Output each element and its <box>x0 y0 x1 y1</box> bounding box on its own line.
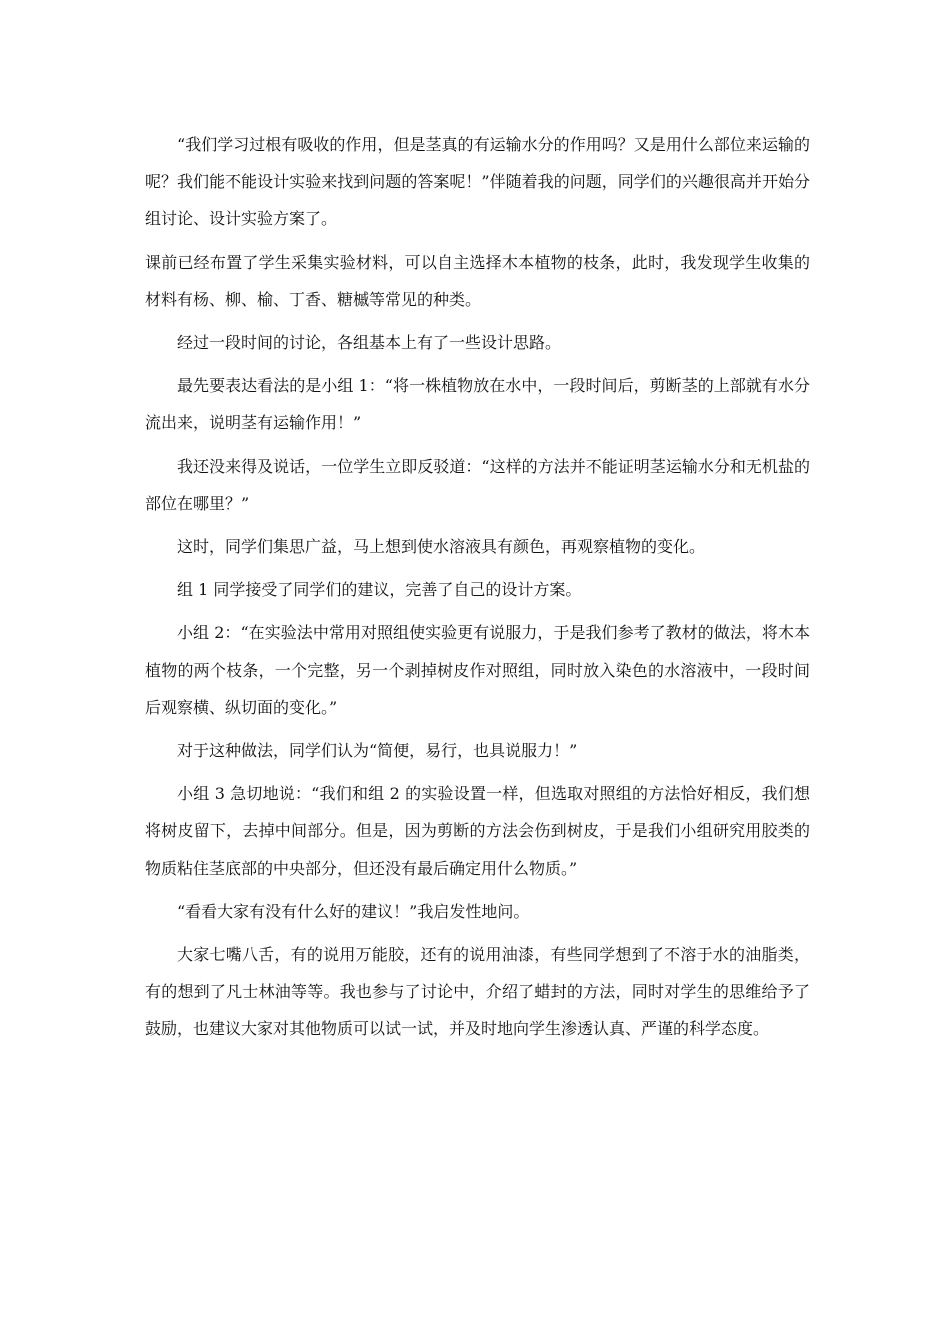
paragraph-12: 大家七嘴八舌，有的说用万能胶，还有的说用油漆，有些同学想到了不溶于水的油脂类，有的想到了凡士林油等等。我也参与了讨论中，介绍了蜡封的方法，同时对学生的思维给予了鼓励，也建议大家对其他物质可以试一试，并及时地向学生渗透认真、严谨的科学态度。 <box>145 945 810 1039</box>
paragraph-5: 我还没来得及说话，一位学生立即反驳道：“这样的方法并不能证明茎运输水分和无机盐的部位在哪里？” <box>145 456 810 513</box>
paragraph-7: 组 1 同学接受了同学们的建议，完善了自己的设计方案。 <box>177 580 582 600</box>
paragraph-9: 对于这种做法，同学们认为“简便，易行，也具说服力！” <box>177 741 578 761</box>
paragraph-6: 这时，同学们集思广益，马上想到使水溶液具有颜色，再观察植物的变化。 <box>177 537 706 557</box>
paragraph-2: 课前已经布置了学生采集实验材料，可以自主选择木本植物的枝条，此时，我发现学生收集的材料有杨、柳、榆、丁香、糖槭等常见的种类。 <box>145 252 810 309</box>
paragraph-4: 最先要表达看法的是小组 1：“将一株植物放在水中，一段时间后，剪断茎的上部就有水分流出来，说明茎有运输作用！” <box>145 376 810 433</box>
paragraph-10: 小组 3 急切地说：“我们和组 2 的实验设置一样，但选取对照组的方法恰好相反，我们想将树皮留下，去掉中间部分。但是，因为剪断的方法会伤到树皮，于是我们小组研究用胶类的物质粘住茎底部的中央部分，但还没有最后确定用什么物质。” <box>145 784 810 878</box>
paragraph-11: “看看大家有没有什么好的建议！”我启发性地问。 <box>177 901 530 921</box>
paragraph-1: “我们学习过根有吸收的作用，但是茎真的有运输水分的作用吗？又是用什么部位来运输的呢？我们能不能设计实验来找到问题的答案呢！”伴随着我的问题，同学们的兴趣很高并开始分组讨论、设计实验方案了。 <box>145 135 810 229</box>
document-body <box>145 126 810 1048</box>
paragraph-3: 经过一段时间的讨论，各组基本上有了一些设计思路。 <box>177 333 562 353</box>
paragraph-8: 小组 2：“在实验法中常用对照组使实验更有说服力，于是我们参考了教材的做法，将木本植物的两个枝条，一个完整，另一个剥掉树皮作对照组，同时放入染色的水溶液中，一段时间后观察横、纵切面的变化。” <box>145 623 810 717</box>
